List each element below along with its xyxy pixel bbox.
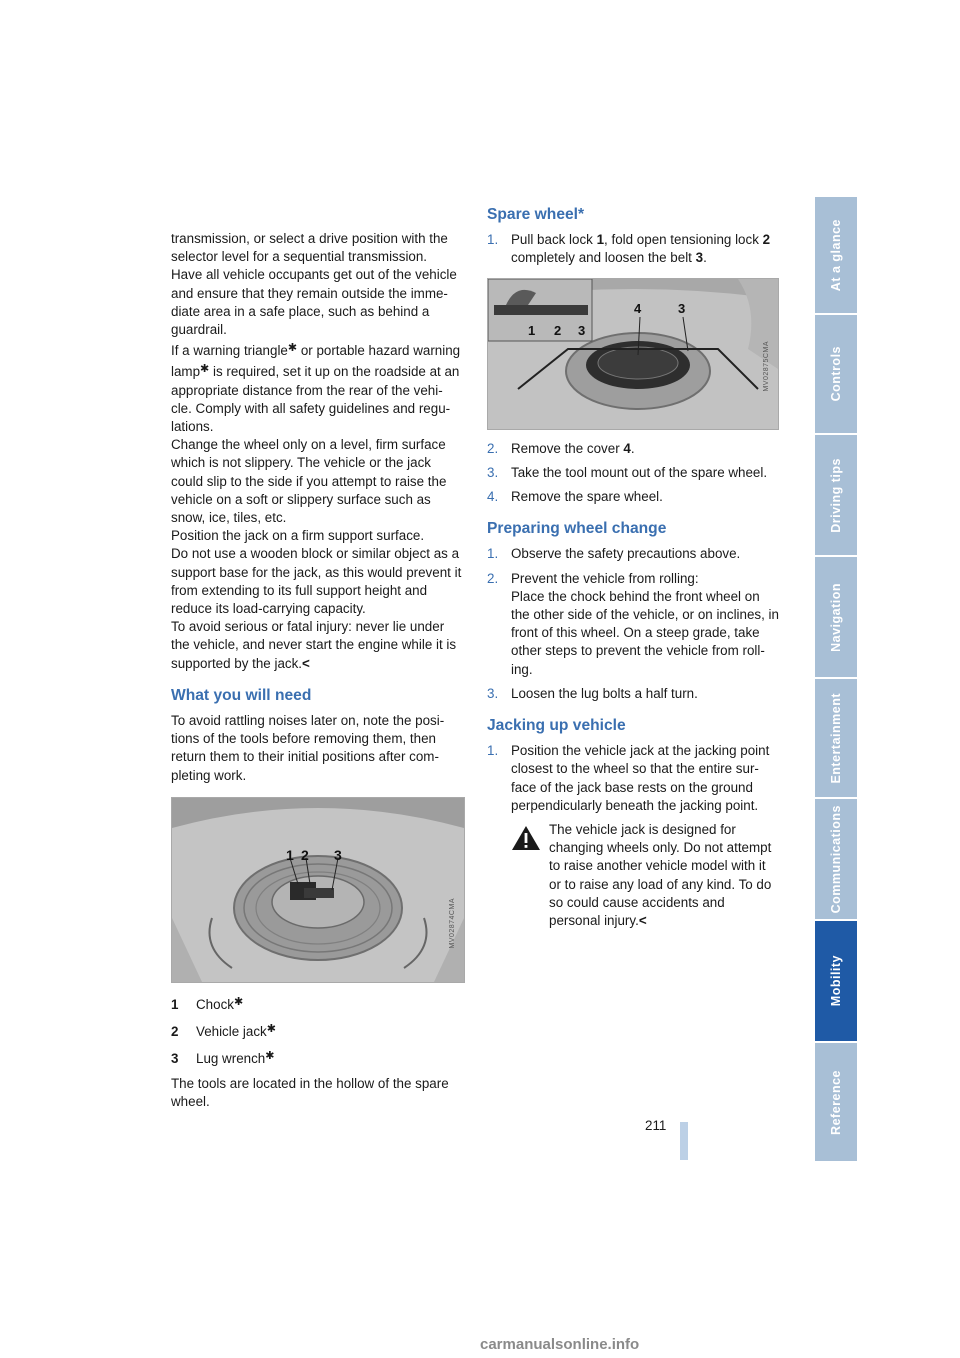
prep-step-3	[487, 685, 779, 703]
figure-code: MV02875CMA	[762, 340, 770, 392]
spare-wheel-steps	[487, 231, 779, 267]
spare-step-4	[487, 488, 779, 506]
step-text: Position the vehicle jack at the jacking point closest to the wheel so that the entire sur-face of the jack base rests on the ground perpendicularly beneath the jacking point.	[511, 743, 770, 813]
step-text: Prevent the vehicle from rolling:	[511, 570, 699, 586]
legend-label: Vehicle jack	[196, 1024, 267, 1040]
tab-label: Navigation	[829, 582, 843, 652]
option-star-icon: ✱	[233, 995, 244, 1008]
step-text: Take the tool mount out of the spare wheel.	[511, 464, 768, 480]
step-ref: 3	[695, 250, 704, 266]
tab-mobility[interactable]	[815, 921, 857, 1041]
left-column	[171, 230, 463, 1111]
figure-label-4: 4	[634, 300, 642, 316]
step-subtext: Place the chock behind the front wheel on the other side of the vehicle, or on inclines, in front of this wheel. On a steep grade, take other steps to prevent the vehicle from roll-ing.	[511, 588, 779, 677]
legend-number: 2	[171, 1024, 179, 1040]
step-number: 2.	[487, 440, 499, 456]
option-star-icon: ✱	[200, 363, 210, 376]
step-number: 4.	[487, 489, 499, 505]
figure-label-3b: 3	[678, 300, 686, 316]
step-ref: 1	[596, 232, 605, 248]
warning-triangle-text-c: is required, set it up on the roadside at an appropriate distance from the rear of the vehi-cle. Comply with all safety guidelines and regu-lations.	[171, 364, 460, 435]
spare-step-2	[487, 440, 779, 458]
jacking-up-vehicle-heading: Jacking up vehicle	[487, 717, 626, 735]
fatal-injury-paragraph	[171, 618, 463, 673]
figure-label-2: 2	[554, 322, 562, 338]
preparing-steps	[487, 545, 779, 703]
step-number: 1.	[487, 232, 499, 248]
tab-controls[interactable]	[815, 315, 857, 433]
tab-label: Entertainment	[829, 692, 843, 784]
right-column	[487, 198, 779, 936]
spare-wheel-illustration	[488, 279, 778, 429]
spare-wheel-figure	[487, 278, 779, 430]
chapter-sidebar	[815, 197, 857, 1163]
watermark: carmanualsonline.info	[480, 1336, 640, 1353]
step-text: Observe the safety precautions above.	[511, 546, 741, 562]
warning-triangle-text-a: If a warning triangle	[171, 343, 288, 359]
legend-label: Chock	[196, 996, 234, 1012]
what-you-will-need-text: To avoid rattling noises later on, note the posi-tions of the tools before removing them, then return them to their initial positions after com-pleting work.	[171, 713, 445, 783]
tab-label: Mobility	[829, 955, 843, 1007]
legend-item	[171, 1020, 463, 1041]
tools-legend	[171, 993, 463, 1069]
tab-label: Driving tips	[829, 457, 843, 533]
preparing-wheel-change-heading: Preparing wheel change	[487, 520, 667, 538]
step-ref: 4	[623, 440, 631, 456]
tab-at-a-glance[interactable]	[815, 197, 857, 313]
page-bar	[680, 1122, 688, 1160]
figure-label-1: 1	[286, 846, 294, 863]
wooden-block-paragraph: Do not use a wooden block or similar object as a support base for the jack, as this would prevent it from extending to its full support height and reduce its load-carrying capacity.	[171, 546, 462, 617]
figure-label-2: 2	[301, 846, 309, 863]
step-text: completely and loosen the belt	[511, 250, 696, 266]
spare-wheel-heading: Spare wheel*	[487, 206, 585, 223]
spare-step-1	[487, 231, 779, 267]
step-number: 2.	[487, 570, 499, 586]
tab-reference[interactable]	[815, 1043, 857, 1161]
tab-communications[interactable]	[815, 799, 857, 919]
step-ref: 2	[762, 232, 771, 248]
jack-support-paragraph: Position the jack on a firm support surface.	[171, 528, 425, 544]
step-text: .	[703, 250, 707, 266]
spare-wheel-steps-continued	[487, 440, 779, 507]
step-text: Remove the cover	[511, 440, 624, 456]
tab-label: Communications	[829, 804, 843, 914]
step-number: 1.	[487, 743, 499, 759]
figure-label-3: 3	[334, 846, 342, 863]
warning-text: The vehicle jack is designed for changing wheels only. Do not attempt to raise another vehicle model with it or to raise any load of any kind. To do so could cause accidents and personal injury.	[549, 822, 772, 929]
tab-navigation[interactable]	[815, 557, 857, 677]
prep-step-2	[487, 570, 779, 679]
end-mark: <	[638, 913, 647, 929]
option-star-icon: ✱	[265, 1050, 275, 1063]
spare-step-3	[487, 464, 779, 482]
jacking-steps	[487, 742, 779, 930]
end-mark: <	[302, 655, 310, 671]
tab-label: At a glance	[829, 218, 843, 292]
step-number: 1.	[487, 546, 499, 562]
step-text: Pull back lock	[511, 232, 597, 248]
tools-illustration	[172, 798, 464, 982]
step-text: .	[630, 440, 635, 456]
jack-warning	[487, 821, 779, 930]
tab-driving-tips[interactable]	[815, 435, 857, 555]
intro-paragraph-2: Have all vehicle occupants get out of the vehicle and ensure that they remain outside the imme-diate area in a safe place, such as behind a guardrail.	[171, 267, 457, 338]
warning-triangle-paragraph	[171, 339, 463, 436]
step-text: , fold open tensioning lock	[604, 232, 763, 248]
firm-surface-paragraph: Change the wheel only on a level, firm surface which is not slippery. The vehicle or the jack could slip to the side if you attempt to raise the vehicle on a soft or slippery surface such as snow, ice, tiles, etc.	[171, 437, 447, 526]
legend-item	[171, 1047, 463, 1068]
figure-code: MV02874CMA	[448, 897, 456, 949]
page-number: 211	[645, 1118, 667, 1133]
legend-number: 1	[171, 996, 179, 1012]
step-text: Loosen the lug bolts a half turn.	[511, 685, 698, 701]
tools-location-text: The tools are located in the hollow of the spare wheel.	[171, 1075, 449, 1109]
tools-figure	[171, 797, 465, 983]
figure-label-1: 1	[528, 322, 536, 338]
step-number: 3.	[487, 464, 499, 480]
figure-label-3: 3	[578, 322, 586, 338]
prep-step-1	[487, 545, 779, 563]
warning-triangle-text-b: or portable hazard warning lamp	[171, 343, 461, 380]
jack-step-1	[487, 742, 779, 930]
option-star-icon: ✱	[266, 1023, 276, 1036]
tab-label: Controls	[829, 346, 843, 402]
fatal-injury-text: To avoid serious or fatal injury: never lie under the vehicle, and never start the engine while it is supported by the jack.	[171, 619, 457, 671]
intro-paragraph-1: transmission, or select a drive position with the selector level for a sequential transmission.	[171, 231, 448, 265]
warning-triangle-icon	[511, 825, 541, 851]
what-you-will-need-heading: What you will need	[171, 686, 312, 704]
step-number: 3.	[487, 685, 499, 701]
legend-item	[171, 993, 463, 1014]
option-star-icon: ✱	[287, 342, 298, 355]
tab-label: Reference	[829, 1069, 843, 1135]
tab-entertainment[interactable]	[815, 679, 857, 797]
step-text: Remove the spare wheel.	[511, 489, 663, 505]
legend-label: Lug wrench	[196, 1051, 266, 1067]
legend-number: 3	[171, 1051, 179, 1067]
